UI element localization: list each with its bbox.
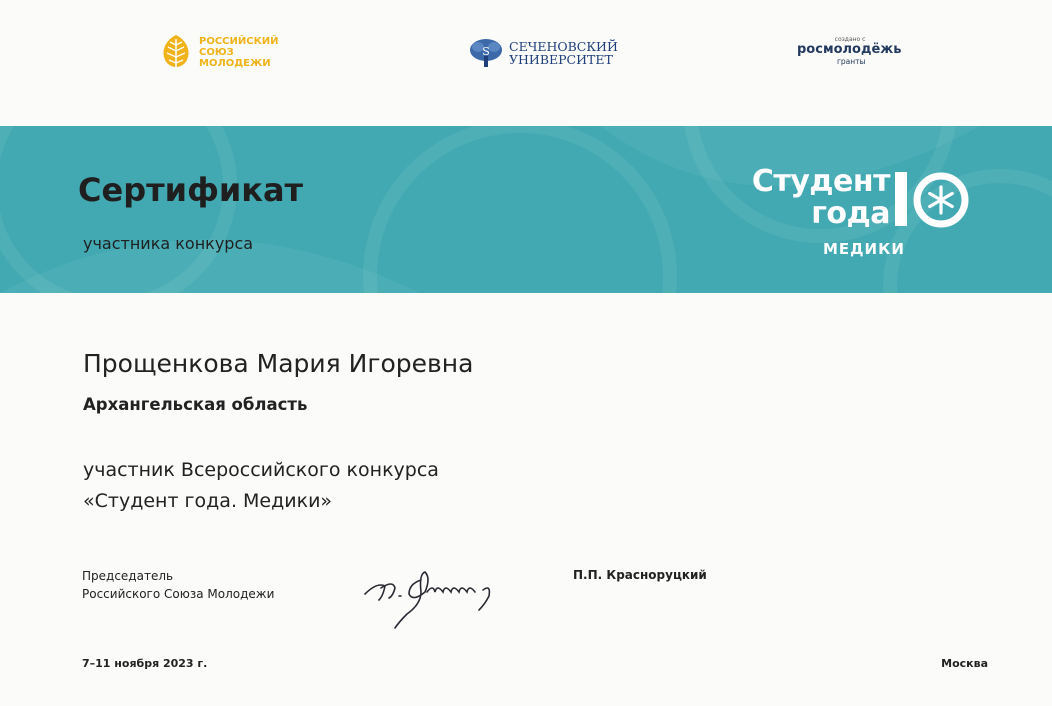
sechenov-logo-text: [509, 40, 618, 66]
rosmolodezh-logo: [797, 36, 901, 66]
participation-line1: участник Всероссийского конкурса: [83, 459, 439, 481]
tree-icon: [468, 38, 504, 68]
rosmolodezh-bottom: гранты: [836, 57, 866, 66]
event-city: Москва: [941, 657, 988, 670]
rsm-line3: МОЛОДЕЖИ: [199, 57, 271, 69]
rsm-logo: [161, 34, 279, 70]
snowflake-ring-icon: [913, 172, 969, 228]
student-of-year-badge: [753, 164, 993, 264]
badge-line2: года: [811, 196, 890, 231]
logos-row: [0, 0, 1052, 126]
rosmolodezh-brand: росмолодёжь: [797, 42, 902, 57]
signer-position-line2: Российского Союза Молодежи: [82, 587, 275, 601]
signer-name: П.П. Красноруцкий: [573, 568, 707, 582]
leaf-icon: [161, 34, 191, 70]
rosmolodezh-top: создано с: [834, 36, 866, 43]
badge-line1: Студент: [751, 164, 890, 199]
badge-digit-one: [895, 172, 907, 226]
signer-position: [82, 567, 274, 603]
svg-text:S: S: [482, 45, 490, 58]
recipient-name: Прощенкова Мария Игоревна: [83, 349, 474, 378]
rsm-logo-text: [199, 36, 279, 69]
signer-position-line1: Председатель: [82, 569, 174, 583]
recipient-region: Архангельская область: [83, 395, 308, 414]
participation-line2: «Студент года. Медики»: [83, 490, 333, 512]
certificate-title: Сертификат: [78, 171, 304, 210]
event-date: 7–11 ноября 2023 г.: [82, 657, 208, 670]
certificate-subtitle: участника конкурса: [83, 234, 254, 253]
handwritten-signature: [355, 552, 505, 632]
sechenov-line2: УНИВЕРСИТЕТ: [509, 52, 613, 67]
sechenov-logo: [468, 38, 618, 68]
badge-sub: МЕДИКИ: [823, 240, 905, 258]
sechenov-line1: СЕЧЕНОВСКИЙ: [509, 39, 618, 54]
rsm-line2: СОЮЗ: [199, 46, 234, 58]
rsm-line1: РОССИЙСКИЙ: [199, 35, 279, 47]
